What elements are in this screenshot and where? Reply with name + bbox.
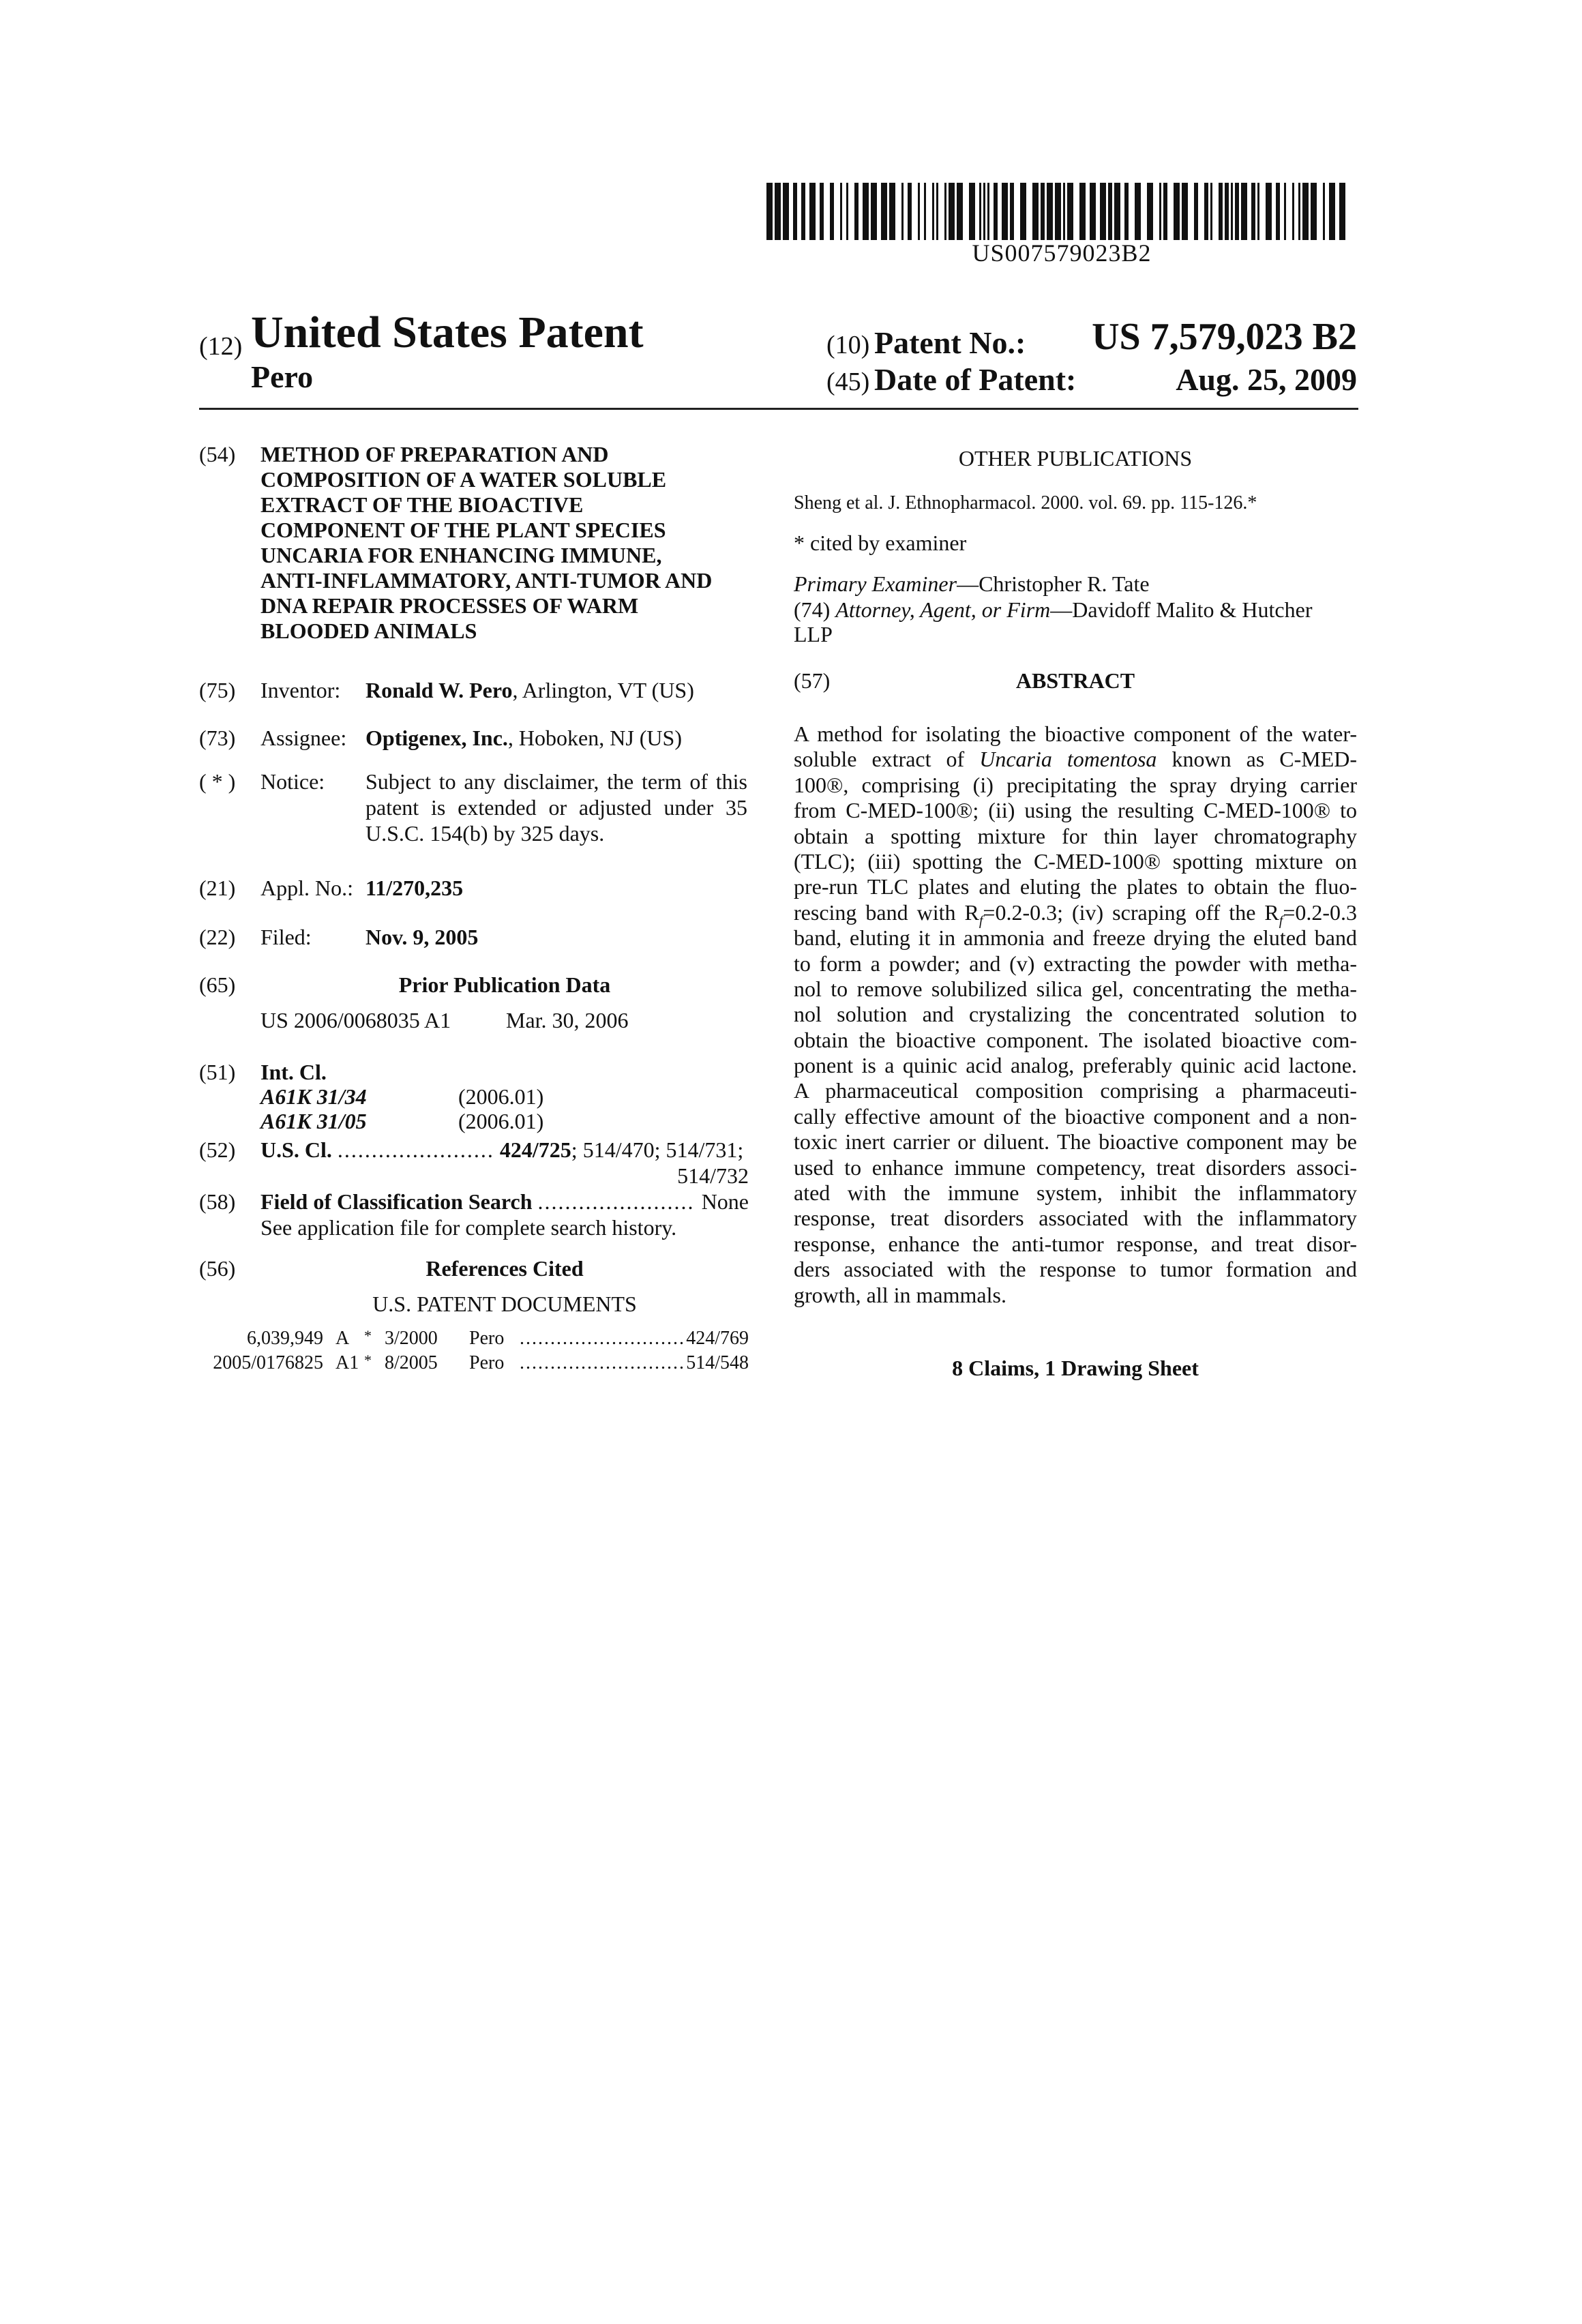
barcode-bar [1163,183,1167,240]
barcode-number: US007579023B2 [972,239,1152,267]
abstract-line: response, treat disorders associated with the inflammatory [794,1206,1357,1231]
field-search-field [260,1189,695,1215]
abstract-text [794,721,1357,1308]
barcode-bar [1114,183,1120,240]
barcode-bar [1182,183,1188,240]
barcode-bar [1159,183,1161,240]
int-cl-class: A61K 31/34 [260,1084,367,1109]
ref-class: 424/769 [686,1328,749,1349]
ref-date: 3/2000 [385,1328,438,1349]
barcode-bar [994,183,998,240]
us-cl-field [260,1137,743,1163]
abstract-line: ponent is a quinic acid analog, preferably quinic acid lactone. [794,1053,1357,1078]
barcode-bar [1124,183,1129,240]
refs-code: (56) [199,1256,236,1281]
field-search-dots: ....................... [537,1189,695,1214]
barcode-bar [918,183,920,240]
barcode-bar [1235,183,1239,240]
int-cl-class: A61K 31/05 [260,1109,367,1133]
barcode-bar [793,183,797,240]
abstract-line: growth, all in mammals. [794,1282,1006,1307]
assignee-name: Optigenex, Inc. [365,726,508,750]
patent-no-label: Patent No.: [874,325,1026,360]
ref-dots: ........................... [520,1352,685,1373]
int-cl-label: Int. Cl. [260,1060,327,1084]
reference-row [199,1352,749,1375]
inventor-field [365,678,694,703]
prior-pub-code: (65) [199,972,236,997]
barcode-bar [908,183,912,240]
barcode-bar [1147,183,1153,240]
barcode-bar [775,183,781,240]
reference-row [199,1327,749,1350]
prior-pub-number: US 2006/0068035 A1 [260,1008,451,1032]
barcode-bar [1020,183,1026,240]
cited-by-examiner: * cited by examiner [794,531,967,555]
barcode-bar [820,183,824,240]
assignee-label: Assignee: [260,726,347,750]
title-line: COMPONENT OF THE PLANT SPECIES [260,518,666,542]
barcode-bar [1063,183,1065,240]
abstract-line: A pharmaceutical composition comprising a pharmaceuti- [794,1078,1357,1103]
abstract-line: ated with the immune system, inhibit the inflammatory [794,1180,1357,1206]
abstract-line: pre-run TLC plates and eluting the plates to obtain the fluo- [794,874,1357,899]
abstract-line: nol solution and crystalizing the concentrated solution to [794,1002,1357,1027]
title-line: BLOODED ANIMALS [260,619,477,643]
abstract-line: A method for isolating the bioactive component of the water- [794,721,1357,746]
us-cl-rest: ; 514/470; 514/731; [571,1137,744,1162]
int-cl-version: (2006.01) [458,1109,544,1133]
barcode-bar [766,183,773,240]
ref-number: 2005/0176825 [213,1352,323,1373]
filed-code: (22) [199,925,236,949]
barcode-bar [881,183,887,240]
barcode-bar [1047,183,1053,240]
ref-dots: ........................... [520,1328,685,1349]
attorney-name-cont: LLP [794,622,833,646]
assignee-field [365,726,682,751]
barcode-bar [889,183,895,240]
barcode-bar [1032,183,1039,240]
examiner-name: —Christopher R. Tate [957,571,1150,596]
ref-name: Pero [469,1352,505,1373]
us-cl-label: U.S. Cl. [260,1137,332,1162]
ref-kind: A [335,1328,350,1349]
prior-pub-heading: Prior Publication Data [398,972,611,997]
barcode-bar [1067,183,1073,240]
code-45: (45) [826,368,870,396]
barcode-bar [840,183,842,240]
ref-number: 6,039,949 [247,1328,323,1349]
code-12: (12) [199,332,243,361]
attorney-code: (74) [794,597,831,622]
barcode-bar [1257,183,1259,240]
barcode-bar [1251,183,1255,240]
abstract-line: ders associated with the response to tumor formation and [794,1257,1357,1282]
abstract-line: response, enhance the anti-tumor response, and treat disor- [794,1231,1357,1256]
code-10: (10) [826,331,870,359]
barcode-bar [1194,183,1198,240]
appl-number: 11/270,235 [365,876,464,900]
barcode-bar [871,183,877,240]
abstract-heading: ABSTRACT [1015,668,1135,693]
barcode-bar [846,183,848,240]
document-type: United States Patent [251,308,644,357]
appl-code: (21) [199,876,236,900]
barcode-bar [983,183,985,240]
assignee-code: (73) [199,726,236,750]
ref-date: 8/2005 [385,1352,438,1373]
barcode-bar [809,183,816,240]
us-cl-primary: 424/725 [499,1137,571,1162]
title-line: EXTRACT OF THE BIOACTIVE [260,492,584,517]
header-rule [199,408,1358,410]
barcode-bar [1302,183,1309,240]
barcode-bar [1219,183,1223,240]
barcode-bar [1276,183,1280,240]
refs-heading: References Cited [426,1256,584,1281]
field-search-label: Field of Classification Search [260,1189,533,1214]
abstract-line: 100®, comprising (i) precipitating the spray drying carrier [794,772,1357,797]
title-line: METHOD OF PREPARATION AND [260,442,609,466]
barcode-bar [957,183,963,240]
int-cl-code: (51) [199,1060,236,1084]
barcode-bar [1298,183,1300,240]
notice-line: U.S.C. 154(b) by 325 days. [365,821,605,846]
primary-examiner [794,571,1150,597]
barcode-bar [1241,183,1247,240]
barcode-bar [1174,183,1180,240]
barcode-bar [1204,183,1208,240]
barcode-bar [1329,183,1335,240]
field-search-value: None [701,1189,749,1214]
barcode-bar [1266,183,1272,240]
barcode-bar [854,183,859,240]
barcode-bar [1339,183,1345,240]
barcode-bar [924,183,926,240]
abstract-line: nol to remove solubilized silica gel, concentrating the metha- [794,976,1357,1001]
barcode-bar [901,183,904,240]
inventor-name: Ronald W. Pero [365,678,513,702]
inventor-label: Inventor: [260,678,341,702]
refs-subheading: U.S. PATENT DOCUMENTS [372,1292,637,1316]
abstract-line: obtain a spotting mixture for thin layer chromatography [794,823,1357,848]
notice-code: ( * ) [199,769,236,794]
assignee-location: , Hoboken, NJ (US) [507,726,682,750]
barcode-bar [1323,183,1325,240]
appl-label: Appl. No.: [260,876,353,900]
claims-summary: 8 Claims, 1 Drawing Sheet [952,1356,1199,1380]
abstract-line: (TLC); (iii) spotting the C-MED-100® spotting mixture on [794,848,1357,874]
abstract-line: obtain the bioactive component. The isolated bioactive com- [794,1027,1357,1052]
barcode-bar [1225,183,1229,240]
barcode-bar [949,183,955,240]
barcode-bar [830,183,834,240]
date-of-patent: Aug. 25, 2009 [1176,362,1357,397]
abstract-line: toxic inert carrier or diluent. The bioactive component may be [794,1129,1357,1154]
abstract-line: rescing band with $R_f=0.2-0.3$; (iv) scraping off the $R_f=0.2-0.3$ [794,899,1358,929]
barcode-bar [783,183,789,240]
abstract-line: cally effective amount of the bioactive component and a non- [794,1103,1357,1129]
title-line: UNCARIA FOR ENHANCING IMMUNE, [260,543,662,567]
barcode-bar [932,183,934,240]
notice-label: Notice: [260,769,325,794]
barcode-bar [1284,183,1286,240]
us-cl-code: (52) [199,1137,236,1162]
barcode-bar [1100,183,1106,240]
inventor-location: , Arlington, VT (US) [512,678,694,702]
abstract-code: (57) [794,668,831,693]
ref-star: * [364,1352,372,1369]
ref-name: Pero [469,1328,505,1349]
other-pub-citation: Sheng et al. J. Ethnopharmacol. 2000. vol. 69. pp. 115-126.* [794,492,1257,513]
patent-title [260,442,738,644]
barcode-bar [944,183,946,240]
barcode-bar [1108,183,1112,240]
other-pub-heading: OTHER PUBLICATIONS [958,446,1193,471]
barcode-bar [1010,183,1014,240]
attorney-label: Attorney, Agent, or Firm [835,597,1051,622]
field-search-code: (58) [199,1189,236,1214]
barcode-bar [863,183,869,240]
barcode-bar [1079,183,1086,240]
title-line: DNA REPAIR PROCESSES OF WARM [260,593,639,618]
barcode-bar [1231,183,1233,240]
examiner-label: Primary Examiner [794,571,957,596]
barcode-bar [1055,183,1061,240]
abstract-line: from C-MED-100®; (ii) using the resulting C-MED-100® to [794,798,1357,823]
barcode-bar [1135,183,1141,240]
filed-date: Nov. 9, 2005 [365,925,479,949]
ref-kind: A1 [335,1352,359,1373]
attorney-name: —Davidoff Malito & Hutcher [1050,597,1313,622]
filed-label: Filed: [260,925,312,949]
inventor-short: Pero [251,359,314,394]
barcode-bar [1292,183,1294,240]
barcode [766,183,1357,240]
abstract-line: to form a powder; and (v) extracting the powder with metha- [794,951,1357,976]
ref-star: * [364,1327,372,1344]
notice-line: Subject to any disclaimer, the term of this [365,769,747,794]
date-of-patent-label: Date of Patent: [874,362,1077,397]
barcode-bar [987,183,989,240]
barcode-bar [801,183,805,240]
barcode-bar [1311,183,1317,240]
barcode-bar [936,183,938,240]
notice-line: patent is extended or adjusted under 35 [365,795,747,820]
us-cl-rest2: 514/732 [677,1163,749,1188]
barcode-bar [969,183,975,240]
barcode-bar [979,183,981,240]
inventor-code: (75) [199,678,236,702]
barcode-bar [1210,183,1212,240]
barcode-bar [1041,183,1045,240]
attorney [794,597,1312,623]
int-cl-version: (2006.01) [458,1084,544,1109]
title-code: (54) [199,442,236,466]
abstract-line: used to enhance immune competency, treat disorders associ- [794,1154,1357,1180]
field-search-note: See application file for complete search history. [260,1215,677,1240]
ref-class: 514/548 [686,1352,749,1373]
abstract-line: soluble extract of Uncaria tomentosa known as C-MED- [794,747,1358,772]
us-cl-dots: ....................... [337,1137,494,1162]
prior-pub-date: Mar. 30, 2006 [506,1008,629,1032]
barcode-bar [1002,183,1008,240]
title-line: ANTI-INFLAMMATORY, ANTI-TUMOR AND [260,568,713,593]
patent-number: US 7,579,023 B2 [1092,316,1357,358]
abstract-line: band, eluting it in ammonia and freeze drying the eluted band [794,925,1357,951]
barcode-bar [1090,183,1096,240]
title-line: COMPOSITION OF A WATER SOLUBLE [260,467,667,492]
